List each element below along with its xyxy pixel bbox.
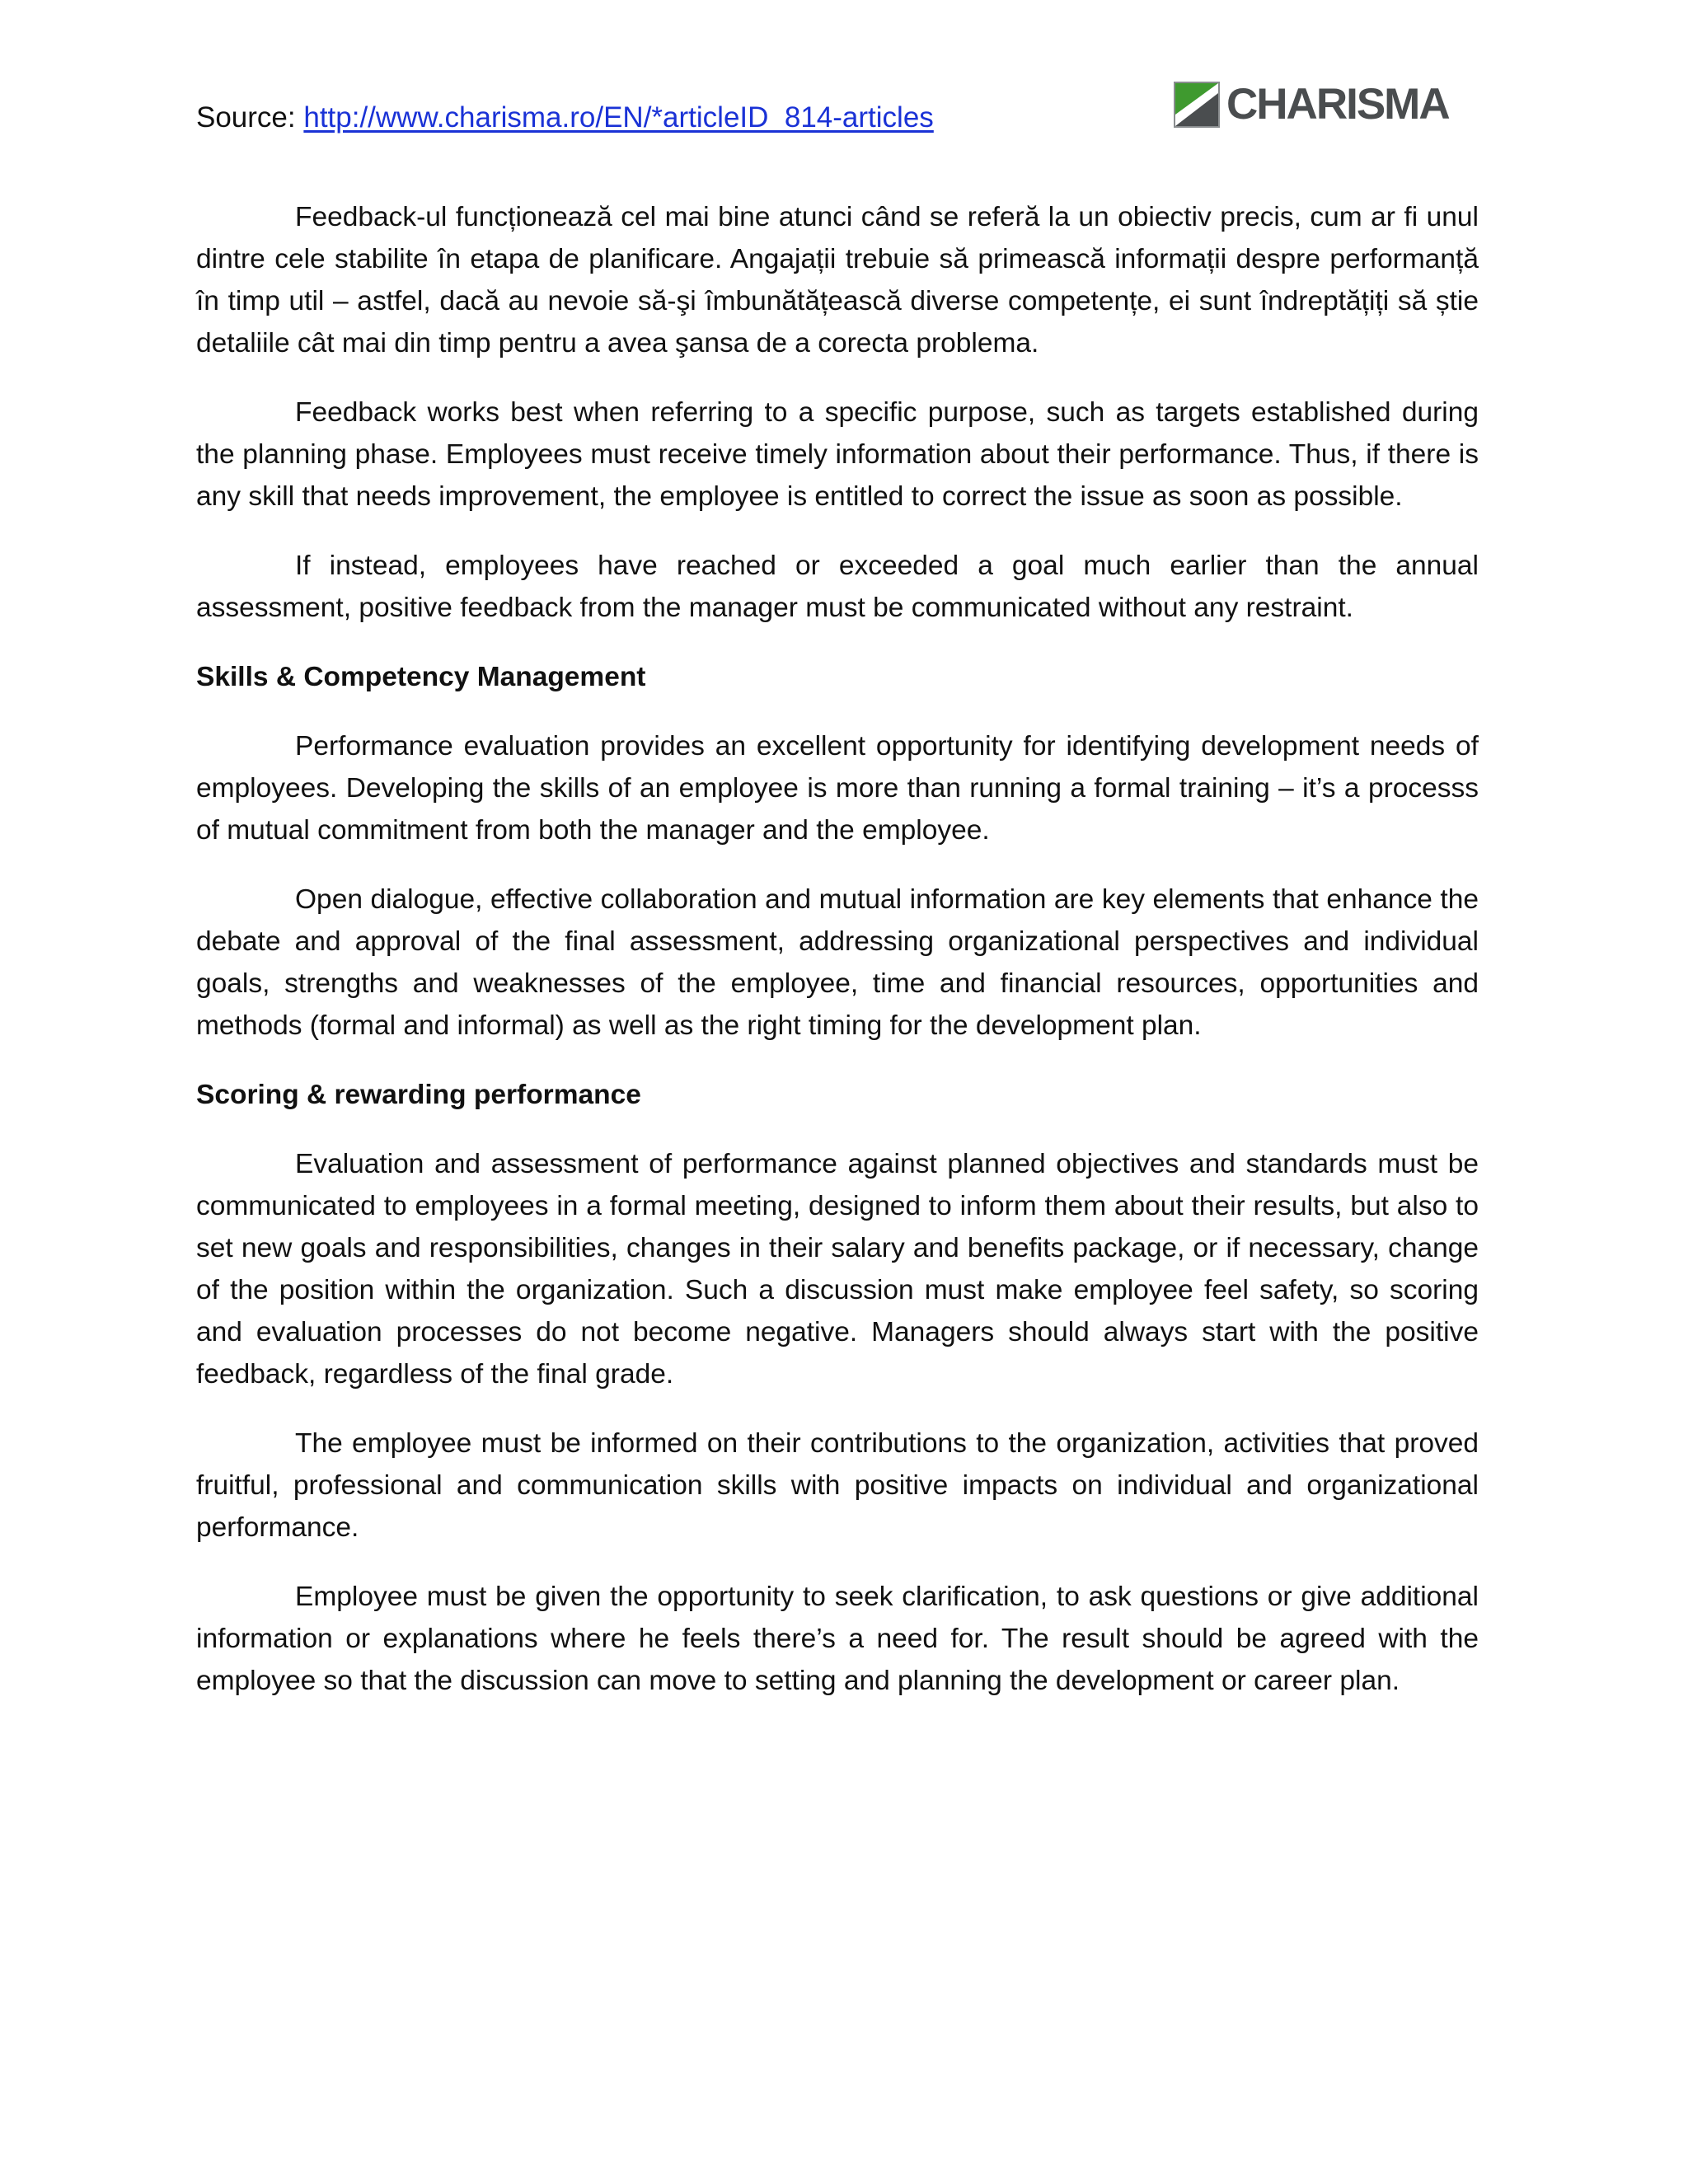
paragraph-positive-feedback: If instead, employees have reached or exceeded a goal much earlier than the annual assessment, positive feedback from the manager must be communicated without any restraint. [196,551,1479,623]
article-body [196,196,1479,1729]
logo-text: CHARISMA [1226,80,1449,129]
logo-mark-icon [1174,82,1220,128]
section-heading-scoring: Scoring & rewarding performance [196,1080,641,1110]
source-line [196,97,934,138]
section-heading-skills: Skills & Competency Management [196,662,646,692]
paragraph-clarification: Employee must be given the opportunity to seek clarification, to ask questions or give additional information or explanations where he feels there’s a need for. The result should be agreed with the employee so that the discussion can move to setting and planning the development or career plan. [196,1582,1479,1696]
charisma-logo [1174,79,1449,130]
paragraph-feedback: Feedback works best when referring to a specific purpose, such as targets established during the planning phase. Employees must receive timely information about their performance. Thus, if there is any skill that needs improvement, the employee is entitled to correct the issue as soon as possible. [196,397,1479,512]
paragraph-romanian-feedback: Feedback-ul funcționează cel mai bine atunci când se referă la un obiectiv precis, cum ar fi unul dintre cele stabilite în etapa de planificare. Angajații trebuie să primească informații despre performanță în timp util – astfel, dacă au nevoie să-şi îmbunătățească diverse competențe, ei sunt îndreptățiți să știe detaliile cât mai din timp pentru a avea şansa de a corecta problema. [196,202,1479,359]
source-label: Source: [196,101,296,134]
paragraph-development-needs: Performance evaluation provides an excellent opportunity for identifying development needs of employees. Developing the skills of an employee is more than running a formal training – it’s a processs of mutual commitment from both the manager and the employee. [196,731,1479,846]
paragraph-evaluation: Evaluation and assessment of performance against planned objectives and standards must be communicated to employees in a formal meeting, designed to inform them about their results, but also to set new goals and responsibilities, changes in their salary and benefits package, or if necessary, change of the position within the organization. Such a discussion must make employee feel safety, so scoring and evaluation processes do not become negative. Managers should always start with the positive feedback, regardless of the final grade. [196,1149,1479,1390]
paragraph-open-dialogue: Open dialogue, effective collaboration and mutual information are key elements that enhance the debate and approval of the final assessment, addressing organizational perspectives and individual goals, strengths and weaknesses of the employee, time and financial resources, opportunities and methods (formal and informal) as well as the right timing for the development plan. [196,884,1479,1041]
paragraph-contributions: The employee must be informed on their contributions to the organization, activities that proved fruitful, professional and communication skills with positive impacts on individual and organizational performance. [196,1428,1479,1543]
source-link[interactable]: http://www.charisma.ro/EN/*articleID_814-articles [303,101,934,134]
